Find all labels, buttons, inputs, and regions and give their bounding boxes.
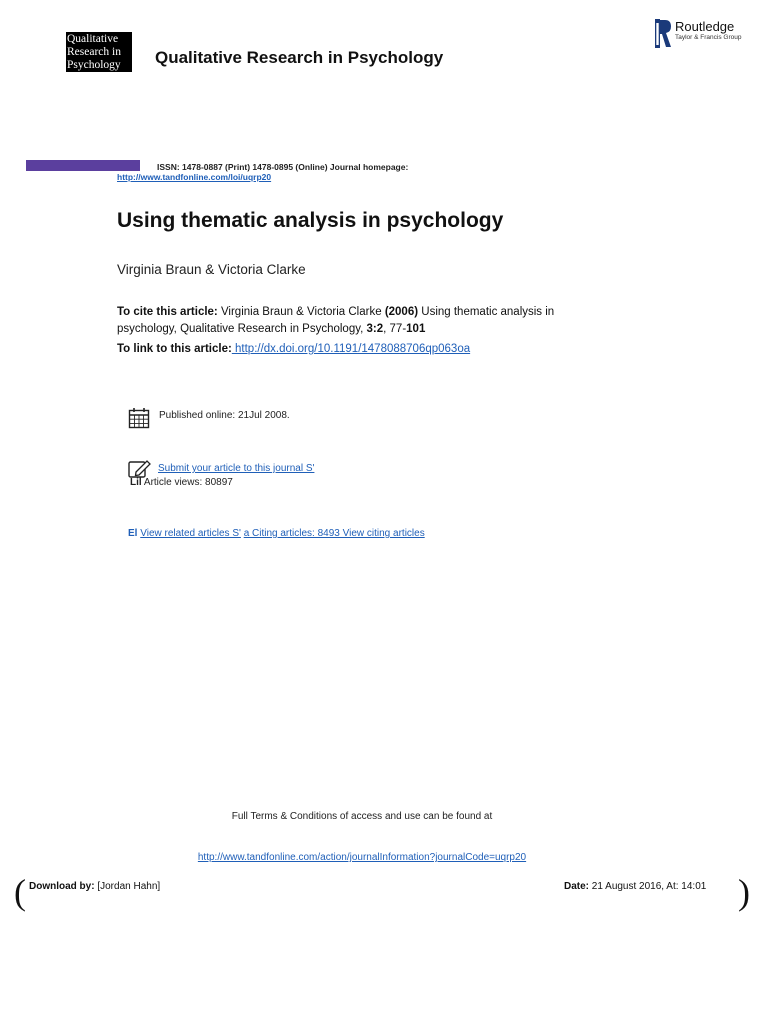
journal-logo-line: Research in <box>67 46 121 58</box>
date-value: 21 August 2016, At: 14:01 <box>589 881 707 892</box>
link-to-article <box>117 343 470 355</box>
routledge-logo-icon <box>655 19 672 48</box>
download-date <box>564 881 714 893</box>
doi-link[interactable]: http://dx.doi.org/10.1191/1478088706qp063oa <box>231 343 471 355</box>
views-icon: Lil <box>130 477 142 488</box>
download-label: Download by: <box>29 881 95 892</box>
terms-text: Full Terms & Conditions of access and use can be found at <box>231 811 493 822</box>
citation-label: To cite this article: <box>117 306 218 318</box>
citation-pages: , 77- <box>383 323 407 335</box>
terms-link-wrap <box>0 852 724 863</box>
journal-logo-line: Qualitative <box>67 33 119 45</box>
related-articles-row <box>128 528 425 539</box>
citation-year: (2006) <box>384 306 419 318</box>
issn-line: ISSN: 1478-0887 (Print) 1478-0895 (Online) Journal homepage: <box>157 162 409 172</box>
edit-icon <box>128 459 152 479</box>
calendar-icon <box>128 407 150 429</box>
journal-logo-line: Psychology <box>67 59 121 71</box>
citation-authors: Virginia Braun & Victoria Clarke <box>217 306 385 318</box>
published-online: Published online: 21Jul 2008. <box>159 410 290 421</box>
journal-homepage-link[interactable]: http://www.tandfonline.com/loi/uqrp20 <box>117 172 272 182</box>
publisher-subtitle: Taylor & Francis Group <box>675 34 742 41</box>
download-by <box>29 881 160 892</box>
article-authors: Virginia Braun & Victoria Clarke <box>117 262 306 277</box>
citation-body: Using thematic analysis in psychology, Qualitative Research in Psychology, <box>117 306 555 335</box>
link-label: To link to this article: <box>117 343 232 355</box>
article-views <box>130 477 233 488</box>
citation-volume: 3:2 <box>366 323 384 335</box>
submit-article-link[interactable]: Submit your article to this journal S' <box>158 463 315 474</box>
citation-pages-end: 101 <box>406 323 426 335</box>
citing-articles-link[interactable]: a Citing articles: 8493 View citing articles <box>243 528 425 539</box>
related-icon: El <box>128 528 138 539</box>
journal-logo <box>66 32 132 72</box>
citation <box>117 304 617 338</box>
article-title: Using thematic analysis in psychology <box>117 209 504 232</box>
left-parenthesis: ( <box>14 872 26 912</box>
journal-title: Qualitative Research in Psychology <box>155 48 444 67</box>
accent-bar <box>26 160 140 171</box>
views-text: Article views: 80897 <box>141 477 233 488</box>
right-parenthesis: ) <box>738 872 750 912</box>
terms-link[interactable]: http://www.tandfonline.com/action/journalInformation?journalCode=uqrp20 <box>197 852 527 863</box>
date-label: Date: <box>564 881 590 892</box>
view-related-articles-link[interactable]: View related articles S' <box>140 528 241 539</box>
download-value: [Jordan Hahn] <box>94 881 161 892</box>
publisher-name: Routledge <box>675 19 735 34</box>
